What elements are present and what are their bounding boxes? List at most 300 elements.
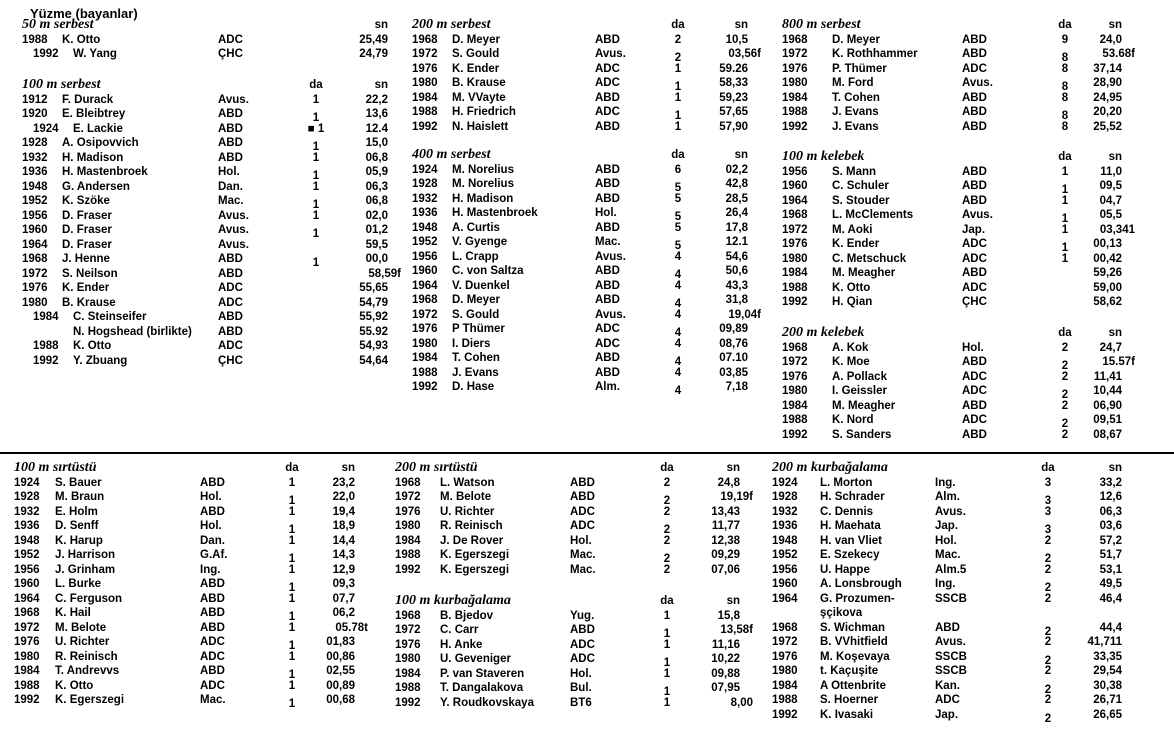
row-athlete: B. Krause xyxy=(62,296,116,309)
row-heat: ■ 1 xyxy=(307,122,325,135)
table-row xyxy=(395,696,753,711)
row-country: Mac. xyxy=(218,195,244,207)
column-header-sn: sn xyxy=(734,19,748,31)
row-year: 1972 xyxy=(782,223,808,236)
table-row xyxy=(412,163,748,178)
row-country: ABD xyxy=(962,356,987,368)
row-athlete: C. Steinseifer xyxy=(73,311,147,323)
column-header-sn: sn xyxy=(734,149,748,161)
row-year: 1956 xyxy=(782,165,808,178)
row-year: 1992 xyxy=(33,48,59,60)
row-year: 1972 xyxy=(412,48,438,60)
row-athlete: S. Hoerner xyxy=(820,694,879,706)
row-year: 1952 xyxy=(772,549,798,561)
row-time: 10,44 xyxy=(1093,385,1122,397)
row-heat: 2 xyxy=(1044,665,1052,677)
table-row xyxy=(412,76,748,91)
row-country: ADC xyxy=(595,106,620,118)
row-country: ADC xyxy=(962,62,987,75)
row-heat: 2 xyxy=(674,33,682,46)
row-athlete: K. Ender xyxy=(452,62,500,75)
row-time: 10,22 xyxy=(711,653,740,665)
row-heat: 1 xyxy=(288,621,296,634)
row-heat: 2 xyxy=(1061,399,1069,412)
row-country: Avus. xyxy=(595,250,626,263)
row-athlete: M. Belote xyxy=(55,621,107,634)
row-time: 00,86 xyxy=(326,650,355,663)
row-athlete: N. Hogshead (birlikte) xyxy=(73,325,192,338)
table-row xyxy=(22,136,388,151)
row-time: 13,6 xyxy=(365,108,388,120)
row-country: ADC xyxy=(595,62,620,75)
row-time: 24,95 xyxy=(1093,91,1122,104)
row-time: 08,76 xyxy=(719,337,748,350)
row-time: 11,41 xyxy=(1093,370,1122,383)
row-country: ADC xyxy=(218,282,243,294)
row-athlete: K. Ender xyxy=(832,238,880,250)
row-athlete: S. Sanders xyxy=(832,428,892,441)
table-row xyxy=(772,650,1122,665)
row-year: 1968 xyxy=(22,253,48,265)
row-athlete: K. Hail xyxy=(55,607,91,619)
row-athlete: H. van Vliet xyxy=(820,534,882,547)
section-kelebek-200 xyxy=(782,325,1135,442)
row-country: ABD xyxy=(595,279,620,292)
row-year: 1992 xyxy=(782,296,808,308)
row-time: 08,67 xyxy=(1093,428,1122,441)
row-year: 1980 xyxy=(782,385,808,397)
table-row xyxy=(22,339,388,354)
row-heat: 2 xyxy=(663,563,671,576)
row-athlete: B. VVhitfield xyxy=(820,636,888,648)
row-country: Avus. xyxy=(218,93,249,106)
column-header-da: da xyxy=(309,79,323,91)
row-athlete: R. Reinisch xyxy=(440,520,503,532)
table-row xyxy=(22,223,388,238)
row-time: 41,711 xyxy=(1087,636,1122,648)
table-row xyxy=(412,322,748,337)
row-year: 1952 xyxy=(14,549,40,561)
row-country: ABD xyxy=(962,194,987,207)
row-country: Dan. xyxy=(218,180,243,193)
row-time: 51,7 xyxy=(1099,549,1122,561)
row-year: 1992 xyxy=(33,354,59,367)
row-time: 19,19f xyxy=(720,491,753,503)
row-athlete: D. Fraser xyxy=(62,224,112,236)
table-row xyxy=(395,476,740,491)
row-athlete: H. Mastenbroek xyxy=(62,166,148,178)
table-row xyxy=(782,76,1122,91)
row-year: 1924 xyxy=(772,476,798,489)
row-country: ABD xyxy=(570,476,595,489)
row-athlete: A. Pollack xyxy=(832,370,887,383)
section-sirtustu-200 xyxy=(395,460,753,577)
row-year: 1980 xyxy=(395,520,421,532)
row-heat: 1 xyxy=(312,141,320,153)
section-header-row xyxy=(782,18,1122,33)
row-heat: 1 xyxy=(663,609,671,622)
row-athlete: P. van Staveren xyxy=(440,667,525,680)
row-country: ABD xyxy=(218,151,243,164)
row-time: 25,52 xyxy=(1093,120,1122,133)
section-title: 100 m kurbağalama xyxy=(395,593,511,608)
row-year: 1988 xyxy=(772,694,798,706)
row-country: ADC xyxy=(595,337,620,350)
row-time: 05.78t xyxy=(335,621,368,634)
table-row xyxy=(14,664,355,679)
row-year: 1976 xyxy=(395,505,421,518)
table-row xyxy=(772,577,1122,592)
row-heat: 1 xyxy=(312,209,320,222)
row-athlete: I. Geissler xyxy=(832,385,887,397)
row-country: ADC xyxy=(962,414,987,426)
row-time: 00,0 xyxy=(365,253,388,265)
row-year: 1976 xyxy=(412,323,438,335)
table-row xyxy=(772,679,1122,694)
row-athlete: J. De Rover xyxy=(440,534,504,547)
row-time: 06,90 xyxy=(1093,399,1122,412)
row-athlete: M. Aoki xyxy=(832,223,873,236)
row-country: Avus. xyxy=(218,238,249,251)
row-time: 00,68 xyxy=(326,694,355,706)
row-year: 1976 xyxy=(782,238,808,250)
row-athlete: L. Watson xyxy=(440,476,495,489)
row-country: ABD xyxy=(218,108,243,120)
table-row xyxy=(772,476,1122,491)
row-country: ABD xyxy=(595,91,620,104)
section-header-row xyxy=(412,18,748,33)
row-time: 00,13 xyxy=(1093,238,1122,250)
table-row xyxy=(782,281,1122,296)
row-year: 1988 xyxy=(782,414,808,426)
row-time: 09,88 xyxy=(711,667,740,680)
row-country: ABD xyxy=(962,180,987,192)
row-country: ABD xyxy=(962,106,987,118)
row-time: 12.1 xyxy=(725,236,748,248)
row-heat: 1 xyxy=(1061,242,1069,254)
row-country: ADC xyxy=(218,33,243,46)
row-country: ABD xyxy=(595,221,620,234)
row-country: Mac. xyxy=(200,694,226,706)
row-athlete: A. Lonsbrough xyxy=(820,578,902,590)
row-heat: 1 xyxy=(1061,194,1069,207)
row-athlete: M. VVayte xyxy=(452,91,506,104)
row-country: ABD xyxy=(218,267,243,280)
row-country: Kan. xyxy=(935,679,960,692)
row-athlete: K. Nord xyxy=(832,414,874,426)
row-year: 1992 xyxy=(782,120,808,133)
column-header-sn: sn xyxy=(374,79,388,91)
row-time: 28,90 xyxy=(1093,77,1122,89)
table-row xyxy=(412,380,748,395)
row-country: Hol. xyxy=(570,667,592,680)
row-time: 18,9 xyxy=(332,520,355,532)
row-athlete: S. Gould xyxy=(452,48,500,60)
row-country: ABD xyxy=(200,505,225,518)
row-athlete: D. Meyer xyxy=(832,33,880,46)
row-time: 49,5 xyxy=(1099,578,1122,590)
row-heat: 2 xyxy=(1061,389,1069,401)
row-time: 46,4 xyxy=(1099,592,1122,605)
section-header-row xyxy=(782,326,1122,341)
row-year: 1956 xyxy=(412,250,438,263)
row-year: 1976 xyxy=(14,636,40,648)
row-year: 1976 xyxy=(395,638,421,651)
row-athlete-line2: şçikova xyxy=(820,607,863,619)
row-year: 1928 xyxy=(772,491,798,503)
row-year: 1932 xyxy=(412,192,438,205)
row-heat: 8 xyxy=(1061,62,1069,75)
row-time: 20,20 xyxy=(1093,106,1122,118)
row-country: ABD xyxy=(595,265,620,277)
row-athlete: U. Happe xyxy=(820,563,870,576)
row-time: 06,3 xyxy=(365,180,388,193)
section-kelebek-100 xyxy=(782,149,1135,310)
row-athlete: K. Szöke xyxy=(62,195,110,207)
row-year: 1984 xyxy=(412,352,438,364)
row-time: 59,26 xyxy=(1093,267,1122,279)
row-country: Bul. xyxy=(570,682,592,694)
row-year: 1912 xyxy=(22,93,48,106)
row-country: ADC xyxy=(570,653,595,665)
row-athlete: K. Egerszegi xyxy=(55,694,125,706)
row-country: ADC xyxy=(200,650,225,663)
row-heat: 1 xyxy=(312,170,320,182)
row-heat: 1 xyxy=(663,628,671,640)
table-row xyxy=(782,341,1122,356)
table-row xyxy=(395,609,740,624)
row-time: 53.68f xyxy=(1102,48,1135,60)
row-athlete: M. Norelius xyxy=(452,178,514,190)
table-row xyxy=(412,177,748,192)
table-row xyxy=(782,105,1122,120)
section-kurbagalama-200 xyxy=(772,460,1122,725)
page-title: Yüzme (bayanlar) xyxy=(30,6,138,21)
row-country: ADC xyxy=(962,238,987,250)
section-header-row xyxy=(782,150,1122,165)
row-year: 1984 xyxy=(782,91,808,104)
row-country: Jap. xyxy=(935,520,959,532)
row-heat: 1 xyxy=(288,669,296,681)
table-row xyxy=(22,354,388,369)
row-heat: 1 xyxy=(288,698,296,710)
row-athlete: K. Egerszegi xyxy=(440,563,510,576)
row-year: 1992 xyxy=(412,120,438,133)
table-row xyxy=(772,519,1122,534)
row-heat: 1 xyxy=(288,524,296,536)
row-athlete: H. Friedrich xyxy=(452,106,516,118)
row-country: Hol. xyxy=(200,491,222,503)
row-athlete: V. Gyenge xyxy=(452,236,508,248)
row-year: 1988 xyxy=(14,679,40,692)
row-country: ABD xyxy=(570,624,595,636)
row-heat: 2 xyxy=(663,505,671,518)
table-row xyxy=(412,235,748,250)
row-athlete: U. Richter xyxy=(440,505,495,518)
column-header-da: da xyxy=(1058,327,1072,339)
row-year: 1936 xyxy=(14,520,40,532)
row-time: 01,2 xyxy=(365,224,388,236)
row-athlete: K. Moe xyxy=(832,356,870,368)
column-header-da: da xyxy=(671,149,685,161)
row-heat: 1 xyxy=(663,686,671,698)
row-athlete: P. Thümer xyxy=(832,62,887,75)
row-country: ADC xyxy=(595,323,620,335)
table-row xyxy=(412,33,748,48)
row-country: ADC xyxy=(962,252,987,265)
row-country: ABD xyxy=(962,48,987,60)
row-time: 12.4 xyxy=(365,122,388,135)
row-athlete: P Thümer xyxy=(452,323,505,335)
row-heat: 2 xyxy=(1044,563,1052,576)
row-year: 1968 xyxy=(412,294,438,306)
column-header-sn: sn xyxy=(1108,462,1122,474)
row-year: 1948 xyxy=(22,180,48,193)
row-heat: 8 xyxy=(1061,81,1069,93)
row-time: 14,4 xyxy=(332,534,355,547)
table-row xyxy=(782,208,1122,223)
table-row xyxy=(395,652,740,667)
row-country: ABD xyxy=(218,122,243,135)
row-heat: 1 xyxy=(663,657,671,669)
column-header-da: da xyxy=(660,595,674,607)
row-heat: 3 xyxy=(1044,524,1052,536)
row-year: 1972 xyxy=(395,491,421,503)
table-row xyxy=(22,47,388,62)
row-time: 55.92 xyxy=(359,325,388,338)
row-heat: 4 xyxy=(674,356,682,368)
table-row xyxy=(772,708,1122,723)
row-time: 09,51 xyxy=(1093,414,1122,426)
section-header-row xyxy=(395,594,740,609)
row-year: 1924 xyxy=(33,122,59,135)
table-row xyxy=(22,93,388,108)
column-header-da: da xyxy=(660,462,674,474)
row-athlete: D. Hase xyxy=(452,381,495,393)
row-country: Jap. xyxy=(962,223,986,236)
row-year: 1972 xyxy=(395,624,421,636)
row-heat: 1 xyxy=(312,180,320,193)
section-header-row xyxy=(22,78,388,93)
row-year: 1988 xyxy=(782,281,808,294)
table-row xyxy=(14,635,355,650)
row-athlete: W. Yang xyxy=(73,48,117,60)
row-athlete: B. Krause xyxy=(452,77,506,89)
row-heat: 5 xyxy=(674,240,682,252)
row-heat: 8 xyxy=(1061,120,1069,133)
row-athlete: M. Ford xyxy=(832,77,874,89)
row-country: ABD xyxy=(570,491,595,503)
table-row xyxy=(772,664,1122,679)
row-time: 13,58f xyxy=(720,624,753,636)
row-time: 42,8 xyxy=(725,178,748,190)
row-athlete: H. Maehata xyxy=(820,520,881,532)
row-heat: 1 xyxy=(674,110,682,122)
row-country: ADC xyxy=(962,281,987,294)
row-time: 26,71 xyxy=(1093,694,1122,706)
column-header-sn: sn xyxy=(374,19,388,31)
table-row xyxy=(14,476,355,491)
row-country: Alm. xyxy=(935,491,960,503)
row-athlete: B. Bjedov xyxy=(440,609,494,622)
row-heat: 4 xyxy=(674,308,682,321)
row-athlete: E. Holm xyxy=(55,505,98,518)
row-heat: 1 xyxy=(663,638,671,651)
row-year: 1960 xyxy=(22,224,48,236)
row-country: ABD xyxy=(218,325,243,338)
row-year: 1988 xyxy=(782,106,808,118)
row-heat: 2 xyxy=(1044,636,1052,648)
row-year: 1984 xyxy=(395,667,421,680)
row-athlete: K. Egerszegi xyxy=(440,549,510,561)
row-country: Avus. xyxy=(935,636,966,648)
row-time: 15,0 xyxy=(365,137,388,149)
row-country: BT6 xyxy=(570,696,592,709)
row-time: 17,8 xyxy=(725,221,748,234)
row-heat: 4 xyxy=(674,366,682,379)
row-country: Hol. xyxy=(595,207,617,219)
row-year: 1988 xyxy=(412,366,438,379)
table-row xyxy=(782,165,1122,180)
row-country: ABD xyxy=(200,578,225,590)
column-header-da: da xyxy=(1041,462,1055,474)
section-header-row xyxy=(395,461,740,476)
row-athlete: C. Carr xyxy=(440,624,479,636)
row-time: 06,2 xyxy=(332,607,355,619)
row-heat: 1 xyxy=(674,81,682,93)
row-time: 24,7 xyxy=(1099,341,1122,354)
row-country: Hol. xyxy=(935,534,957,547)
row-year: 1924 xyxy=(412,163,438,176)
section-title: 400 m serbest xyxy=(412,147,491,162)
row-athlete: H. Madison xyxy=(62,151,124,164)
column-header-da: da xyxy=(1058,151,1072,163)
section-title: 200 m kurbağalama xyxy=(772,460,888,475)
row-country: ABD xyxy=(595,366,620,379)
row-heat: 1 xyxy=(288,553,296,565)
row-athlete: C. von Saltza xyxy=(452,265,524,277)
row-country: ABD xyxy=(962,120,987,133)
row-time: 10,5 xyxy=(725,33,748,46)
row-country: ADC xyxy=(570,638,595,651)
row-country: ÇHC xyxy=(218,354,243,367)
row-time: 33,35 xyxy=(1093,650,1122,663)
row-heat: 5 xyxy=(674,211,682,223)
row-country: Avus. xyxy=(962,77,993,89)
row-year: 1976 xyxy=(772,650,798,663)
row-heat: 4 xyxy=(674,279,682,292)
row-time: 19,04f xyxy=(728,308,761,321)
row-athlete: A Ottenbrite xyxy=(820,679,887,692)
row-country: Hol. xyxy=(218,166,240,178)
row-athlete: K. Otto xyxy=(62,33,101,46)
row-time: 03,341 xyxy=(1099,223,1135,236)
row-athlete: E. Lackie xyxy=(73,122,123,135)
column-header-sn: sn xyxy=(1108,151,1122,163)
row-country: ADC xyxy=(570,520,595,532)
row-time: 02,2 xyxy=(725,163,748,176)
row-country: Dan. xyxy=(200,534,225,547)
column-header-sn: sn xyxy=(1108,327,1122,339)
row-year: 1968 xyxy=(14,607,40,619)
row-athlete: S. Mann xyxy=(832,165,877,178)
row-country: Alm. xyxy=(595,381,620,393)
row-year: 1952 xyxy=(22,195,48,207)
row-country: Avus. xyxy=(218,224,249,236)
row-time: 11,16 xyxy=(711,638,740,651)
table-row xyxy=(782,179,1122,194)
row-country: Avus. xyxy=(218,209,249,222)
